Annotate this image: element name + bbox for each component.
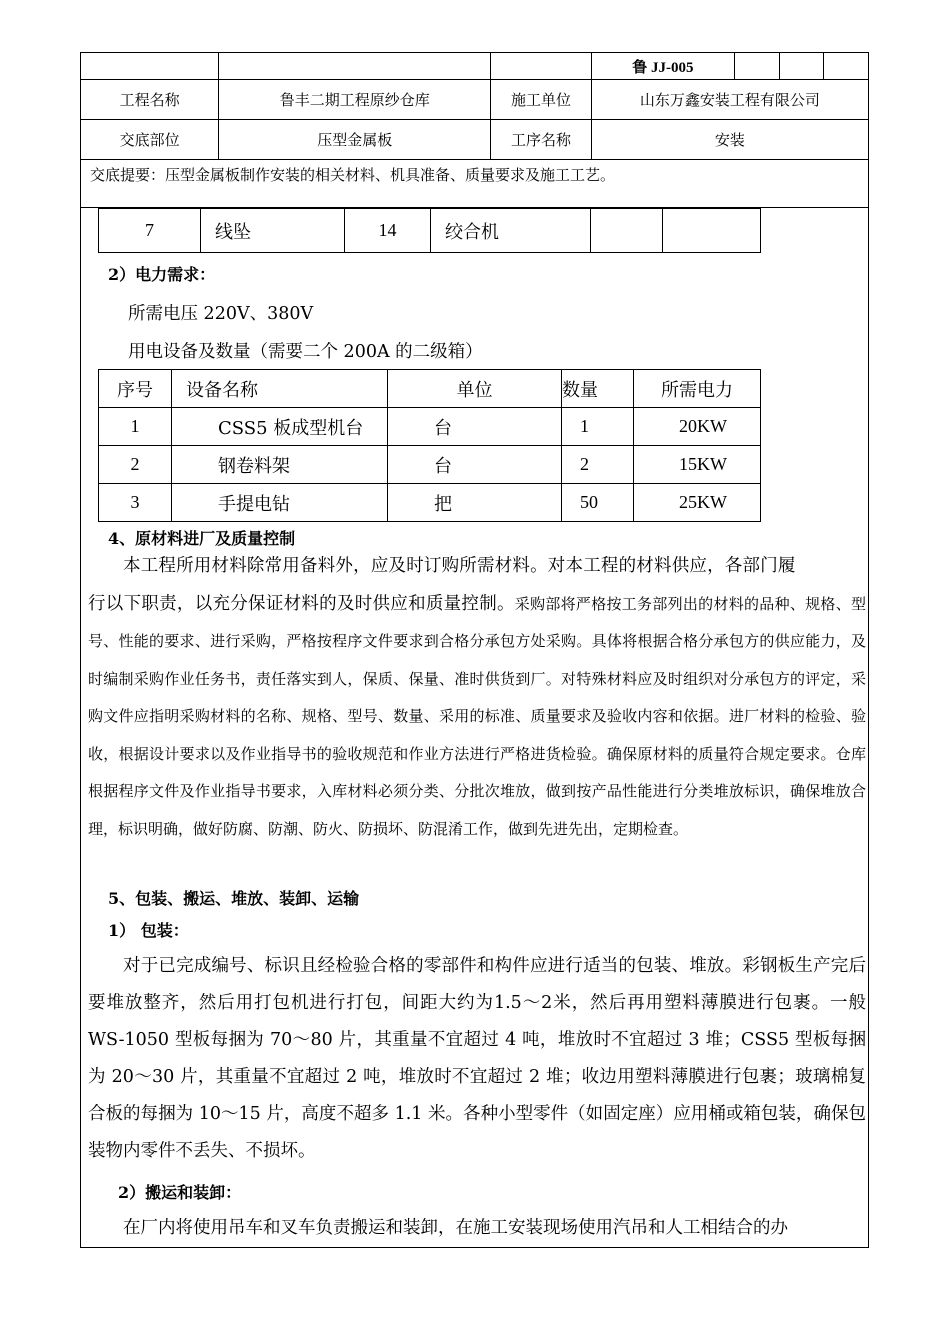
column-header: 单位 [388,370,562,408]
power: 15KW [634,446,761,484]
tools-table [98,208,761,253]
device-name: CSS5 板成型机台 [172,408,388,446]
power-table [98,369,761,522]
quantity: 50 [562,484,634,522]
unit: 把 [388,484,562,522]
power: 20KW [634,408,761,446]
section4-line1: 本工程所用材料除常用备料外，应及时订购所需材料。对本工程的材料供应，各部门履 [123,556,796,576]
header-blank [81,53,219,80]
column-header: 序号 [99,370,172,408]
form-code: 鲁 JJ-005 [591,53,734,80]
part-label: 交底部位 [81,120,219,160]
table-header-row [99,370,761,408]
header-blank [734,53,779,80]
handling-text: 在厂内将使用吊车和叉车负责搬运和装卸，在施工安装现场使用汽吊和人工相结合的办 [123,1218,788,1238]
power-heading: 2）电力需求： [108,265,216,284]
section4-rest: 采购部将严格按工务部列出的材料的品种、规格、型号、性能的要求、进行采购，严格按程序文件要求到合格分承包方处采购。具体将根据合格分承包方的供应能力，及时编制采购作业任务书，责任落实到人，保质、保量、准时供货到厂。对特殊材料应及时组织对分承包方的评定，采购文件应指明采购材料的名称、规格、型号、数量、采用的标准、质量要求及验收内容和依据。进厂材料的检验、验收，根据设计要求以及作业指导书的验收规范和作业方法进行严格进货检验。确保原材料的质量符合规定要求。仓库根据程序文件及作业指导书要求，入库材料必须分类、分批次堆放，做到按产品性能进行分类堆放标识，确保堆放合理，标识明确，做好防腐、防潮、防火、防损坏、防混淆工作，做到先进先出，定期检查。 [88,594,866,838]
section4-line2a: 行以下职责，以充分保证材料的及时供应和质量控制。 [88,593,515,614]
row-no: 2 [99,446,172,484]
tool-no: 14 [345,209,431,253]
unit: 台 [388,408,562,446]
device-name: 钢卷料架 [172,446,388,484]
contractor-label: 施工单位 [491,80,591,120]
quantity: 2 [562,446,634,484]
header-blank [491,53,591,80]
tool-blank [591,209,663,253]
tool-name: 绞合机 [431,209,591,253]
project-name: 鲁丰二期工程原纱仓库 [219,80,491,120]
section4-heading: 4、原材料进厂及质量控制 [108,529,296,548]
header-table [80,52,869,160]
packing-heading: 1） 包装： [108,921,189,940]
handling-heading: 2）搬运和装卸： [118,1183,242,1202]
column-header: 数量 [562,370,634,408]
device-name: 手提电钻 [172,484,388,522]
section4-body [88,548,866,848]
section5-heading: 5、包装、搬运、堆放、装卸、运输 [108,889,360,908]
project-name-label: 工程名称 [81,80,219,120]
row-no: 1 [99,408,172,446]
equipment-intro: 用电设备及数量（需要二个 200A 的二级箱） [128,342,483,362]
row-no: 3 [99,484,172,522]
packing-text: 对于已完成编号、标识且经检验合格的零部件和构件应进行适当的包装、堆放。彩钢板生产完后要堆放整齐，然后用打包机进行打包，间距大约为1.5～2米，然后再用塑料薄膜进行包裹。一般 WS-1050 型板每捆为 70～80 片，其重量不宜超过 4 吨，堆放时不宜超过 3 堆；CSS5 型板每捆为 20～30 片，其重量不宜超过 2 吨，堆放时不宜超过 2 堆；收边用塑料薄膜进行包裹；玻璃棉复合板的每捆为 10～15 片，高度不超多 1.1 米。各种小型零件（如固定座）应用桶或箱包装，确保包装物内零件不丢失、不损坏。 [88,956,866,1161]
contractor: 山东万鑫安装工程有限公司 [591,80,868,120]
process-label: 工序名称 [491,120,591,160]
tool-no: 7 [99,209,201,253]
process: 安装 [591,120,868,160]
table-row [99,209,761,253]
quantity: 1 [562,408,634,446]
header-blank [219,53,491,80]
voltage-text: 所需电压 220V、380V [128,304,314,324]
header-blank [824,53,869,80]
part: 压型金属板 [219,120,491,160]
summary: 交底提要：压型金属板制作安装的相关材料、机具准备、质量要求及施工工艺。 [80,160,869,208]
table-row [99,408,761,446]
table-row [99,484,761,522]
header-blank [779,53,824,80]
unit: 台 [388,446,562,484]
power: 25KW [634,484,761,522]
page-bottom-border [80,1247,869,1248]
tool-name: 线坠 [201,209,345,253]
tool-blank [663,209,761,253]
table-row [99,446,761,484]
column-header: 所需电力 [634,370,761,408]
column-header: 设备名称 [172,370,388,408]
